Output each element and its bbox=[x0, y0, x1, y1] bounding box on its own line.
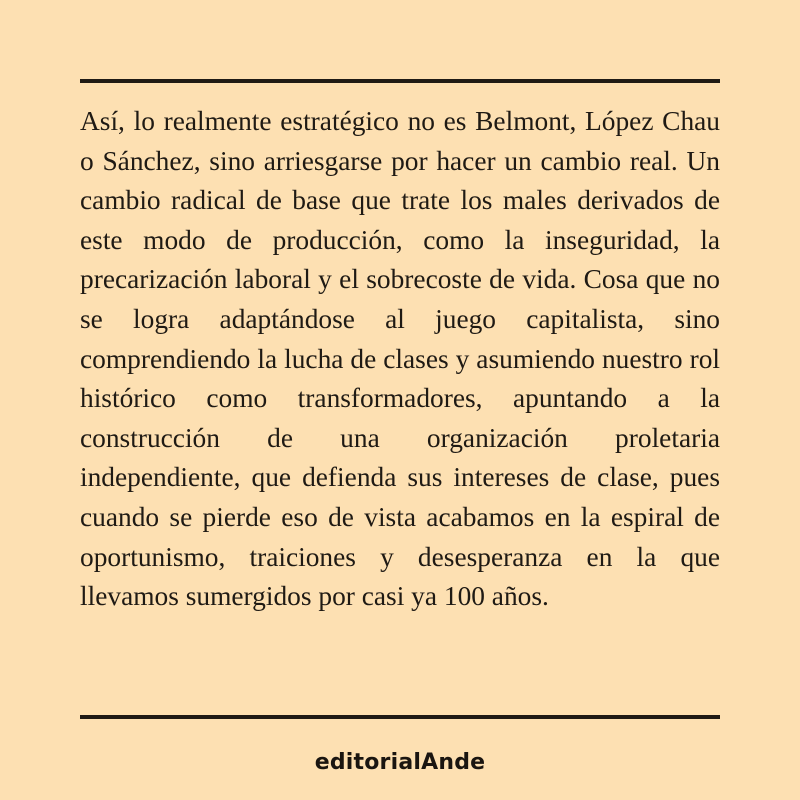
quote-paragraph: Así, lo realmente estratégico no es Belmont, López Chau o Sánchez, sino arriesgarse por hacer un cambio real. Un cambio radical de base que trate los males derivados de este modo de producción, como la inseguridad, la precarización laboral y el sobrecoste de vida. Cosa que no se logra adaptándose al juego capitalista, sino comprendiendo la lucha de clases y asumiendo nuestro rol histórico como transformadores, apuntando a la construcción de una organización proletaria independiente, que defienda sus intereses de clase, pues cuando se pierde eso de vista acabamos en la espiral de oportunismo, traiciones y desesperanza en la que llevamos sumergidos por casi ya 100 años. bbox=[80, 106, 720, 612]
bottom-divider bbox=[80, 715, 720, 719]
top-divider bbox=[80, 79, 720, 83]
publisher-logo-text: editorialAnde bbox=[314, 750, 486, 775]
